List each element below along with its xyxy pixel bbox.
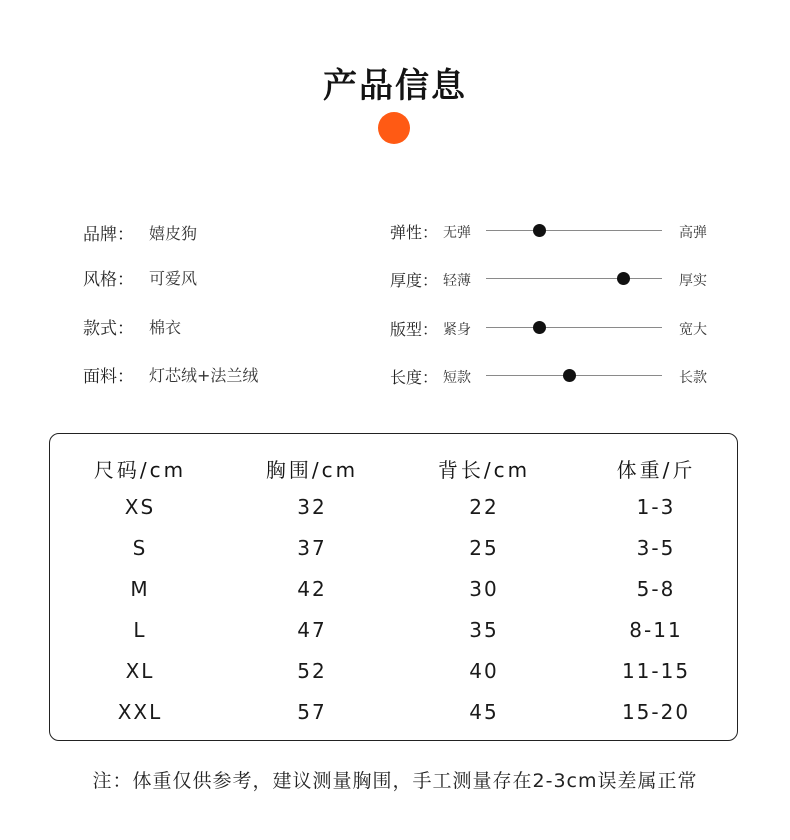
table-cell: S (132, 536, 148, 560)
slider-high-label: 厚实 (679, 273, 707, 289)
table-cell: 45 (469, 700, 499, 724)
info-value: 棉衣 (149, 317, 182, 337)
slider-low-label: 紧身 (443, 322, 471, 338)
slider-track (486, 327, 662, 328)
slider-knob (617, 272, 630, 285)
slider-high-label: 高弹 (679, 225, 707, 241)
table-cell: 3-5 (636, 536, 676, 560)
slider-label: 弹性： (390, 223, 439, 242)
slider-label: 长度： (390, 368, 439, 387)
table-cell: 15-20 (621, 700, 691, 724)
slider-track (486, 230, 662, 231)
table-cell: 22 (469, 495, 499, 519)
info-label: 品牌： (83, 224, 134, 245)
slider-row-fit (390, 314, 720, 340)
info-row-type (83, 313, 181, 339)
table-cell: XXL (117, 700, 163, 724)
table-cell: 52 (297, 659, 327, 683)
slider-knob (563, 369, 576, 382)
table-cell: XL (125, 659, 155, 683)
slider-low-label: 轻薄 (443, 273, 471, 289)
table-header-cell: 体重/斤 (616, 458, 696, 482)
measurement-note: 注：体重仅供参考，建议测量胸围，手工测量存在2-3cm误差属正常 (92, 770, 698, 792)
table-header-cell: 胸围/cm (265, 458, 359, 482)
table-cell: 8-11 (629, 618, 683, 642)
orange-dot-decoration (378, 112, 410, 144)
slider-high-label: 长款 (679, 370, 707, 386)
slider-knob (533, 321, 546, 334)
table-cell: 57 (297, 700, 327, 724)
slider-low-label: 无弹 (443, 225, 471, 241)
slider-row-thickness (390, 265, 720, 291)
info-row-style (83, 264, 197, 290)
table-cell: 5-8 (636, 577, 676, 601)
slider-high-label: 宽大 (679, 322, 707, 338)
table-cell: 30 (469, 577, 499, 601)
info-label: 风格： (83, 269, 134, 290)
page-title: 产品信息 (323, 66, 467, 106)
table-cell: 35 (469, 618, 499, 642)
table-cell: 1-3 (636, 495, 676, 519)
table-cell: 25 (469, 536, 499, 560)
info-value: 灯芯绒+法兰绒 (149, 365, 259, 385)
table-cell: 37 (297, 536, 327, 560)
info-label: 款式： (83, 318, 134, 339)
table-cell: 11-15 (621, 659, 691, 683)
table-cell: 42 (297, 577, 327, 601)
table-cell: 47 (297, 618, 327, 642)
slider-row-elasticity (390, 217, 720, 243)
info-label: 面料： (83, 366, 134, 387)
info-row-fabric (83, 361, 258, 387)
slider-knob (533, 224, 546, 237)
size-table (49, 433, 738, 741)
slider-track (486, 278, 662, 279)
table-cell: 40 (469, 659, 499, 683)
info-value: 嬉皮狗 (149, 223, 198, 243)
table-cell: 32 (297, 495, 327, 519)
slider-label: 厚度： (390, 271, 439, 290)
table-cell: M (130, 577, 150, 601)
slider-low-label: 短款 (443, 370, 471, 386)
table-header-cell: 背长/cm (437, 458, 531, 482)
table-cell: L (133, 618, 147, 642)
table-header-cell: 尺码/cm (93, 458, 187, 482)
info-row-brand (83, 219, 197, 245)
slider-label: 版型： (390, 320, 439, 339)
slider-row-length (390, 362, 720, 388)
table-cell: XS (124, 495, 156, 519)
info-value: 可爱风 (149, 268, 198, 288)
